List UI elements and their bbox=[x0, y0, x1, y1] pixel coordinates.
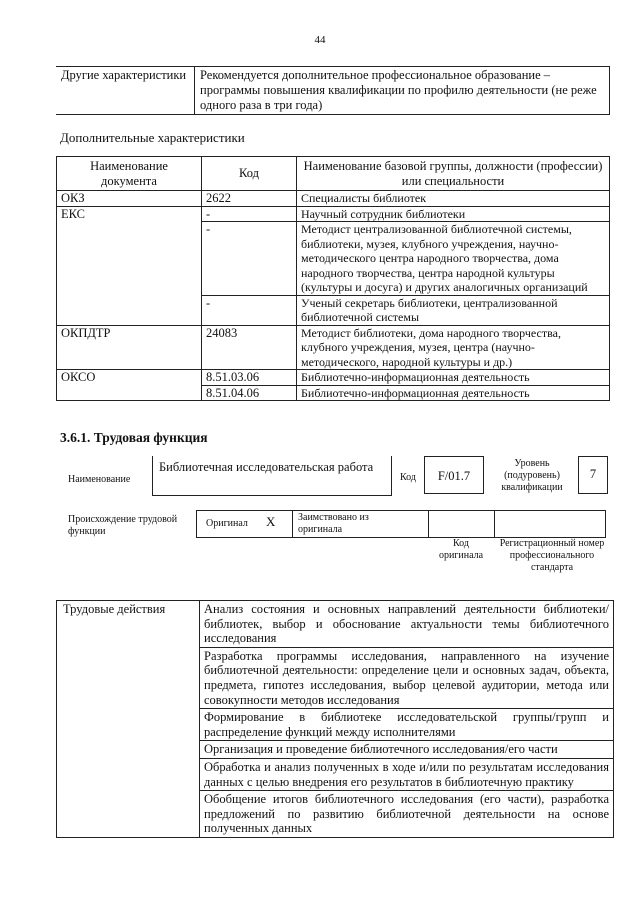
code-label: Код bbox=[400, 472, 416, 483]
row-doc: ОКЗ bbox=[57, 191, 202, 207]
row-name: Методист библиотеки, дома народного творчества, клубного учреждения, музея, центра (научно-методического, народной культуры и др.) bbox=[297, 325, 610, 370]
labour-actions-table bbox=[56, 600, 614, 838]
actions-label: Трудовые действия bbox=[57, 601, 200, 838]
row-code: - bbox=[202, 295, 297, 325]
row-name: Специалисты библиотек bbox=[297, 191, 610, 207]
action-item: Обобщение итогов библиотечного исследования (его части), разработка предложений по развитию библиотечной деятельности на основе полученных данных bbox=[200, 791, 614, 838]
row-name: Методист централизованной библиотечной системы, библиотеки, музея, клубного учреждения, научно-методического центра народного творчества, дома народного творчества, центра народной культуры (культуры и досуга) и других аналогичных организаций bbox=[297, 222, 610, 296]
section-title: 3.6.1. Трудовая функция bbox=[60, 430, 208, 445]
origin-divider bbox=[292, 510, 293, 538]
page-number: 44 bbox=[314, 34, 326, 46]
action-item: Разработка программы исследования, направленного на изучение библиотечной деятельности: определение цели и основных задач, объекта, предмета, гипотез исследования, выбор целевой аудитории, метода или совокупности методов исследования bbox=[200, 647, 614, 708]
row-doc: ОКСО bbox=[57, 370, 202, 401]
row-code: - bbox=[202, 222, 297, 296]
origin-divider bbox=[428, 510, 429, 538]
other-characteristics-table bbox=[56, 66, 610, 115]
name-label: Наименование bbox=[68, 474, 131, 485]
origin-label: Происхождение трудовой функции bbox=[68, 514, 178, 537]
additional-characteristics-table bbox=[56, 156, 610, 401]
row-code: 8.51.03.06 bbox=[202, 370, 297, 386]
other-text: Рекомендуется дополнительное профессиональное образование – программы повышения квалификации по профилю деятельности (не реже одного раза в три года) bbox=[195, 67, 610, 115]
table-row bbox=[57, 191, 610, 207]
header-document: Наименование документа bbox=[57, 157, 202, 191]
registration-label: Регистрационный номер профессионального стандарта bbox=[499, 538, 605, 573]
row-code: 2622 bbox=[202, 191, 297, 207]
original-label: Оригинал bbox=[206, 518, 248, 529]
action-item: Формирование в библиотеке исследовательской группы/групп и распределение функций между исполнителями bbox=[200, 709, 614, 741]
other-label: Другие характеристики bbox=[56, 67, 195, 115]
table-row bbox=[57, 206, 610, 222]
original-mark: X bbox=[266, 514, 276, 529]
borrowed-label: Заимствовано из оригинала bbox=[298, 512, 369, 535]
row-doc: ЕКС bbox=[57, 206, 202, 325]
header-code: Код bbox=[202, 157, 297, 191]
level-label: Уровень (подуровень) квалификации bbox=[501, 458, 563, 493]
row-code: 8.51.04.06 bbox=[202, 385, 297, 401]
additional-title: Дополнительные характеристики bbox=[60, 130, 245, 145]
row-name: Библиотечно-информационная деятельность bbox=[297, 370, 610, 386]
row-name: Библиотечно-информационная деятельность bbox=[297, 385, 610, 401]
action-item: Обработка и анализ полученных в ходе и/или по результатам исследования данных с целью внедрения его результатов в библиотечную практику bbox=[200, 758, 614, 790]
function-code: F/01.7 bbox=[424, 456, 484, 494]
row-code: 24083 bbox=[202, 325, 297, 370]
row-name: Ученый секретарь библиотеки, централизованной библиотечной системы bbox=[297, 295, 610, 325]
action-item: Анализ состояния и основных направлений деятельности библиотеки/библиотек, выбор и обоснование актуальности темы библиотечного исследования bbox=[200, 601, 614, 648]
header-name: Наименование базовой группы, должности (профессии) или специальности bbox=[297, 157, 610, 191]
origin-box bbox=[196, 510, 606, 538]
origin-divider bbox=[494, 510, 495, 538]
row-name: Научный сотрудник библиотеки bbox=[297, 206, 610, 222]
table-row bbox=[57, 325, 610, 370]
code-original-label: Код оригинала bbox=[438, 538, 484, 561]
action-item: Организация и проведение библиотечного исследования/его части bbox=[200, 741, 614, 759]
table-row bbox=[57, 370, 610, 386]
level-value: 7 bbox=[578, 456, 608, 494]
row-doc: ОКПДТР bbox=[57, 325, 202, 370]
function-name: Библиотечная исследовательская работа bbox=[152, 456, 392, 496]
row-code: - bbox=[202, 206, 297, 222]
